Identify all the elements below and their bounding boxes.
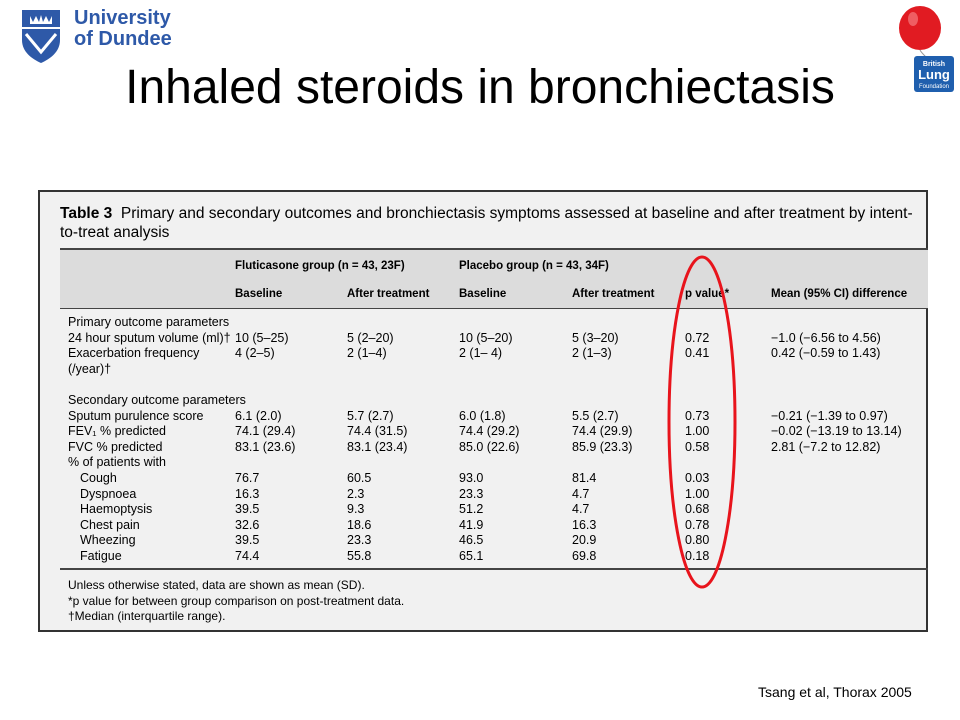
slide-title: Inhaled steroids in bronchiectasis [125,61,835,114]
table-caption-text: Primary and secondary outcomes and bronchiectasis symptoms assessed at baseline and after treatment by intent-to-treat analysis [60,205,913,241]
blf-line-3: Foundation [918,84,950,90]
row-label: Sputum purulence score [68,408,204,423]
table-cell: 1.00 [685,424,710,439]
table-cell: 85.0 (22.6) [459,439,520,454]
table-notes [68,578,404,625]
table-cell: 0.68 [685,502,710,517]
table-bottom-rule [60,568,928,570]
table-cell: 2 (1–3) [572,346,612,361]
table-cell: 76.7 [235,471,260,485]
table-cell: 32.6 [235,517,260,532]
table-cell: 5.7 (2.7) [347,408,394,423]
table-cell: 74.4 (29.9) [572,424,633,439]
table-cell: 74.1 (29.4) [235,424,296,439]
column-header: Baseline [459,288,507,300]
table-cell: 2.81 (−7.2 to 12.82) [771,439,881,454]
table-cell: 46.5 [459,533,484,548]
blf-line-1: British [922,61,946,68]
table-cell: 18.6 [347,517,372,532]
university-logo [20,8,172,64]
logo-line-2: of Dundee [74,28,172,50]
column-header: After treatment [572,288,655,300]
table-cell: 85.9 (23.3) [572,439,633,454]
table-cell: 81.4 [572,471,597,485]
table-cell: 51.2 [459,502,484,517]
row-label: FVC % predicted [68,439,163,454]
citation: Tsang et al, Thorax 2005 [758,684,912,700]
table-cell: 83.1 (23.6) [235,439,296,454]
table-cell: 16.3 [235,486,260,501]
table-caption [60,204,920,242]
group-header-placebo: Placebo group (n = 43, 34F) [459,260,609,272]
table-cell: 5.5 (2.7) [572,408,619,423]
table-cell: 5 (3–20) [572,330,619,345]
table-cell: 0.72 [685,330,710,345]
blf-line-2: Lung [918,67,950,82]
table-note: *p value for between group comparison on post-treatment data. [68,593,405,608]
row-label: FEV₁ % predicted [68,424,167,439]
row-label: Dyspnoea [80,486,137,501]
table-cell: 4.7 [572,486,590,501]
table-cell: 0.78 [685,517,710,532]
table-cell: 4.7 [572,502,590,517]
table-note: Unless otherwise stated, data are shown as mean (SD). [68,578,365,592]
table-cell: 0.80 [685,533,710,548]
table-cell: 20.9 [572,533,597,548]
table-cell: 23.3 [459,486,484,501]
table-header-rule [60,308,928,309]
table-cell: 0.41 [685,346,710,361]
table-cell: 16.3 [572,517,597,532]
table-cell: 2.3 [347,486,365,501]
row-label: % of patients with [68,455,166,470]
table-cell: 10 (5–25) [235,330,289,345]
table-note: †Median (interquartile range). [68,609,226,623]
table-cell: 9.3 [347,502,365,517]
table-cell: 5 (2–20) [347,330,394,345]
table-cell: 60.5 [347,471,372,485]
row-label: Cough [80,471,117,485]
column-header: Mean (95% CI) difference [771,288,908,300]
table-cell: 0.42 (−0.59 to 1.43) [771,346,881,361]
table-cell: 39.5 [235,533,260,548]
logo-line-1: University [74,7,171,29]
row-label: Secondary outcome parameters [68,393,246,407]
row-label: Primary outcome parameters [68,315,230,329]
column-header: After treatment [347,288,430,300]
table-cell: 93.0 [459,471,484,485]
row-label: 24 hour sputum volume (ml)† [68,330,231,345]
table-cell: 0.58 [685,439,710,454]
row-label: Haemoptysis [80,502,153,517]
column-header: p value* [685,288,730,300]
university-crest-icon [20,8,62,64]
column-header: Baseline [235,288,283,300]
table-cell: 0.73 [685,408,710,423]
table-cell: −0.21 (−1.39 to 0.97) [771,408,888,423]
table-cell: 23.3 [347,533,372,548]
table-cell: 74.4 [235,549,260,563]
table-cell: −1.0 (−6.56 to 4.56) [771,330,881,345]
table-cell: 83.1 (23.4) [347,439,408,454]
row-label: Exacerbation frequency [68,346,200,361]
table-cell: 41.9 [459,517,484,532]
table-cell: 6.0 (1.8) [459,408,506,423]
table-cell: 6.1 (2.0) [235,408,282,423]
table-cell: 0.03 [685,471,710,485]
table-cell: 1.00 [685,486,710,501]
table-cell: 2 (1–4) [347,346,387,361]
table-cell: 69.8 [572,549,597,563]
row-label: Chest pain [80,517,140,532]
row-label: (/year)† [68,361,112,376]
table-cell: 10 (5–20) [459,330,513,345]
table-cell: 55.8 [347,549,372,563]
table-cell: 65.1 [459,549,484,563]
table-cell: 0.18 [685,549,710,563]
table-cell: 2 (1– 4) [459,346,503,361]
table-cell: 39.5 [235,502,260,517]
group-header-fluticasone: Fluticasone group (n = 43, 23F) [235,260,405,272]
row-label: Fatigue [80,549,122,563]
table-cell: 74.4 (29.2) [459,424,520,439]
table-cell: 74.4 (31.5) [347,424,408,439]
table-cell: −0.02 (−13.19 to 13.14) [771,424,902,439]
row-label: Wheezing [80,533,136,548]
table-caption-label: Table 3 [60,205,113,222]
outcomes-table [38,190,928,632]
table-cell: 4 (2–5) [235,346,275,361]
